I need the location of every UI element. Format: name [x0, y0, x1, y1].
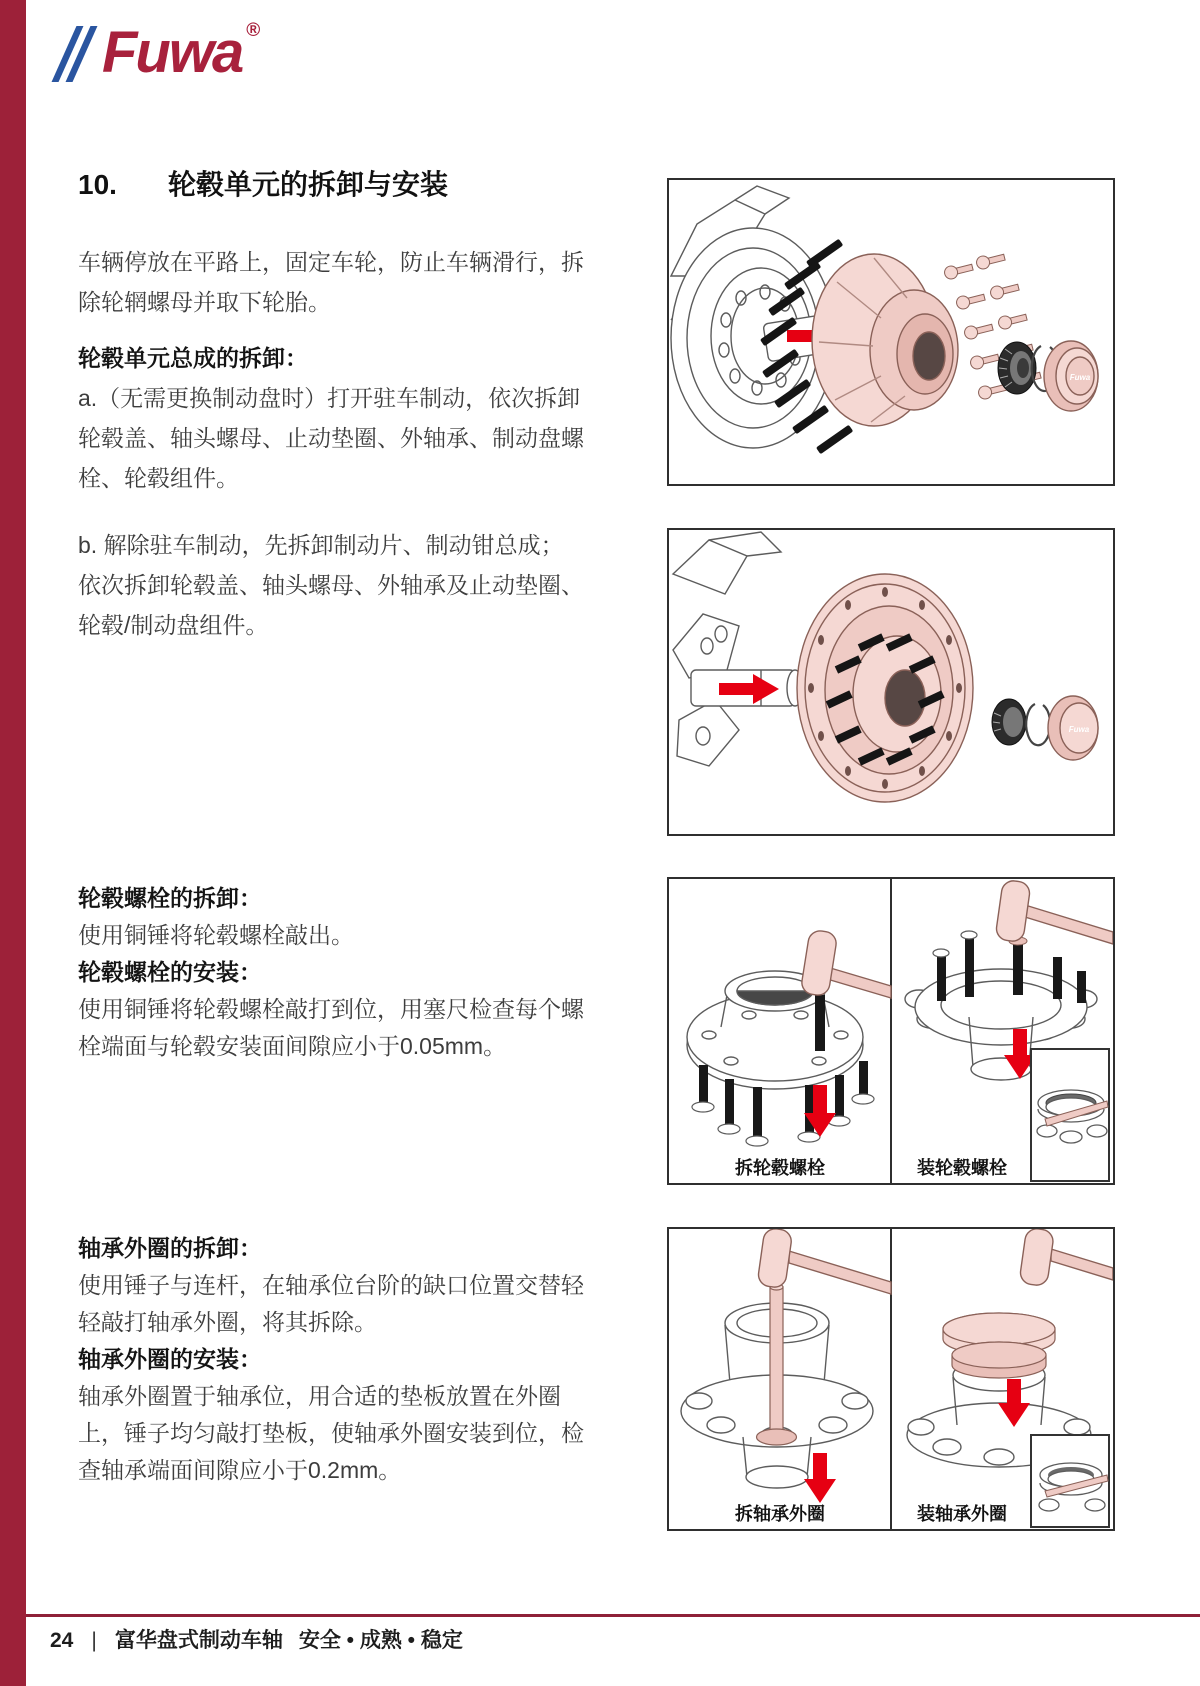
figure-caption: 拆轴承外圈 — [735, 1504, 825, 1524]
hub-bolt-service-illustration — [669, 879, 1113, 1183]
hub-unit-removal-section — [78, 338, 602, 498]
registered-mark: ® — [246, 20, 261, 41]
hub-bolt-install-text: 使用铜锤将轮毂螺栓敲打到位，用塞尺检查每个螺 栓端面与轮毂安装面间隙应小于0.05mm。 — [78, 996, 584, 1059]
hub-exploded-a-illustration — [669, 180, 1113, 484]
hub-bolt-removal-text: 使用铜锤将轮毂螺栓敲出。 — [78, 922, 354, 948]
bearing-cone — [998, 342, 1036, 394]
hub-cap-logo-text: Fuwa — [1068, 725, 1090, 734]
footer-slogan: 安全 • 成熟 • 稳定 — [298, 1629, 463, 1652]
logo-text: Fuwa — [102, 20, 243, 85]
figure-bearing-cup-service — [667, 1227, 1115, 1531]
hub-exploded-b-illustration — [669, 530, 1113, 834]
logo-slashes-icon — [64, 24, 92, 82]
figure-hub-bolt-service — [667, 877, 1115, 1185]
subsection-title: 轮毂螺栓的安装： — [78, 959, 262, 985]
figure-hub-exploded-a — [667, 178, 1115, 486]
inset-detail — [1031, 1435, 1109, 1527]
section-title: 轮毂单元的拆卸与安装 — [168, 169, 449, 200]
subsection-title: 轮毂单元总成的拆卸： — [78, 345, 308, 371]
page-number: 24 — [50, 1629, 74, 1652]
item-b-paragraph: b. 解除驻车制动，先拆卸制动片、制动钳总成； 依次拆卸轮毂盖、轴头螺母、外轴承及止动垫圈、 轮毂/制动盘组件。 — [78, 532, 584, 638]
section-number: 10. — [78, 169, 117, 200]
subsection-title: 轮毂螺栓的拆卸： — [78, 885, 262, 911]
subsection-title: 轴承外圈的安装： — [78, 1346, 262, 1372]
figure-hub-exploded-b — [667, 528, 1115, 836]
bearing-cup-install-text: 轴承外圈置于轴承位，用合适的垫板放置在外圈 上，锤子均匀敲打垫板，使轴承外圈安装到位，检 查轴承端面间隙应小于0.2mm。 — [78, 1383, 584, 1483]
footer-divider: | — [91, 1629, 97, 1652]
wheel-hub — [812, 254, 958, 426]
footer-title: 富华盘式制动车轴 — [114, 1629, 283, 1652]
snap-ring-icon — [1026, 704, 1050, 745]
bearing-cup-section — [78, 1230, 602, 1489]
footer — [50, 1626, 463, 1656]
hub-brake-disc-assembly — [797, 574, 973, 802]
intro-paragraph: 车辆停放在平路上，固定车轮，防止车辆滑行，拆 除轮辋螺母并取下轮胎。 — [78, 249, 584, 315]
hub-bolt-section — [78, 880, 602, 1065]
copper-hammer-icon — [1019, 1229, 1113, 1287]
fuwa-logo — [64, 20, 261, 85]
footer-rule — [26, 1614, 1200, 1617]
subsection-title: 轴承外圈的拆卸： — [78, 1235, 262, 1261]
driven-stud — [815, 995, 825, 1051]
bearing-cup-removal-text: 使用锤子与连杆，在轴承位台阶的缺口位置交替轻 轻敲打轴承外圈，将其拆除。 — [78, 1272, 584, 1335]
left-brand-stripe — [0, 0, 26, 1686]
steering-knuckle — [673, 532, 781, 766]
copper-hammer-icon — [800, 929, 891, 998]
inset-detail — [1031, 1049, 1109, 1181]
bearing-cone — [992, 699, 1026, 745]
figure-caption: 装轴承外圈 — [917, 1504, 1008, 1524]
hub-cap-logo-text: Fuwa — [1069, 373, 1091, 382]
bearing-cup-service-illustration — [669, 1229, 1113, 1529]
figure-caption: 拆轮毂螺栓 — [735, 1158, 825, 1178]
stud-washers — [692, 1094, 874, 1146]
driven-stud — [1013, 939, 1023, 995]
copper-hammer-icon — [757, 1229, 891, 1294]
item-a-paragraph: a.（无需更换制动盘时）打开驻车制动，依次拆卸 轮毂盖、轴头螺母、止动垫圈、外轴承、制动盘螺 栓、轮毂组件。 — [78, 385, 584, 491]
section-heading — [78, 163, 448, 207]
hub-flange — [687, 971, 863, 1089]
figure-caption: 装轮毂螺栓 — [917, 1158, 1008, 1178]
copper-hammer-icon — [995, 879, 1113, 944]
backing-plate — [943, 1313, 1055, 1378]
